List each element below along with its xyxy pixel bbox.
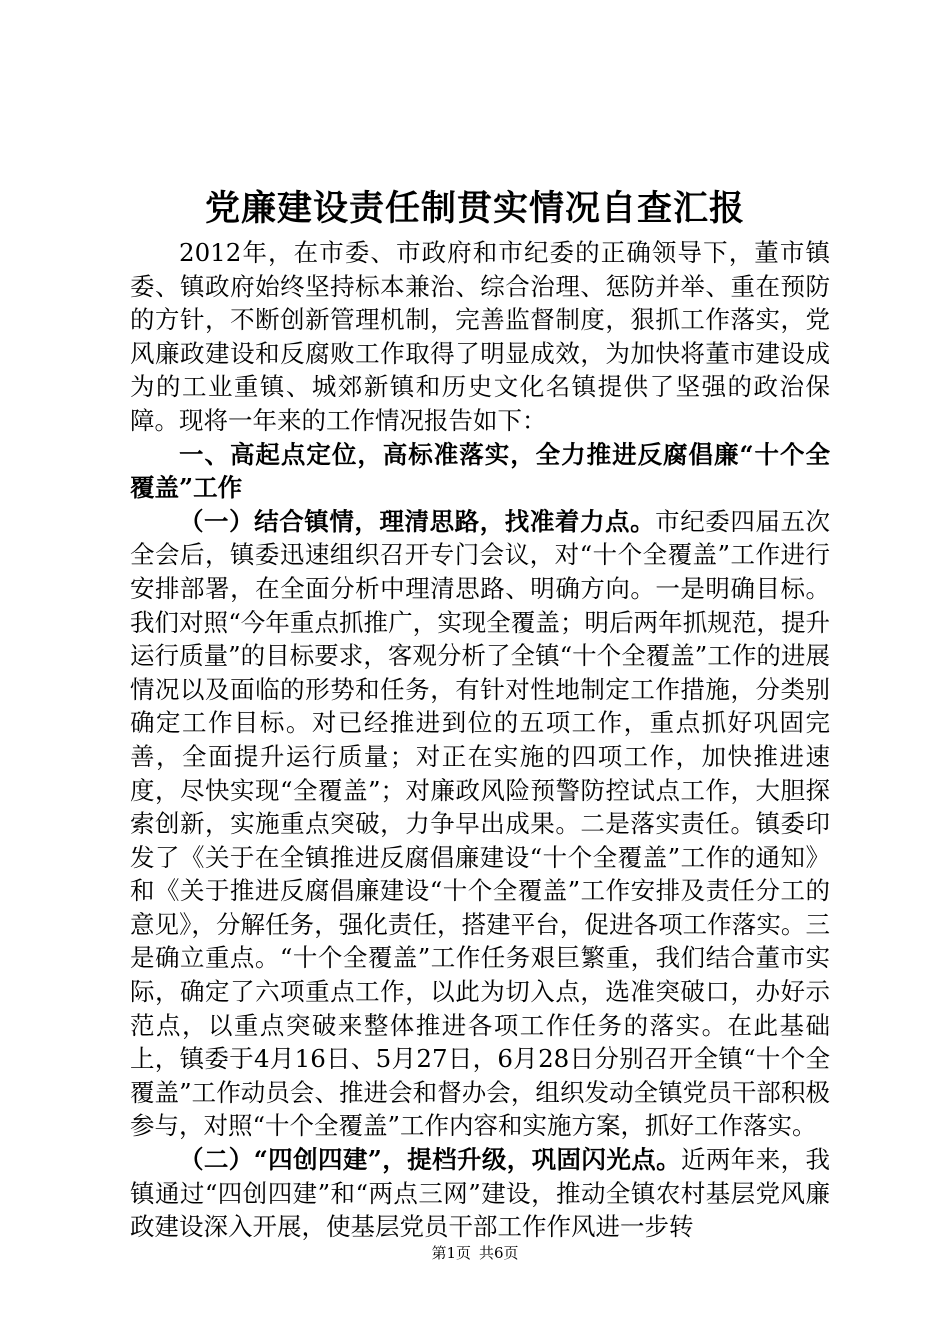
document-body bbox=[130, 236, 830, 1244]
subsection-text-1: 市纪委四届五次全会后，镇委迅速组织召开专门会议，对“十个全覆盖”工作进行安排部署，在全面分析中理清思路、明确方向。一是明确目标。我们对照“今年重点抓推广，实现全覆盖；明后两年抓规范，提升运行质量”的目标要求，客观分析了全镇“十个全覆盖”工作的进展情况以及面临的形势和任务，有针对性地制定工作措施，分类别确定工作目标。对已经推进到位的五项工作，重点抓好巩固完善，全面提升运行质量；对正在实施的四项工作，加快推进速度，尽快实现“全覆盖”；对廉政风险预警防控试点工作，大胆探索创新，实施重点突破，力争早出成果。二是落实责任。镇委印发了《关于在全镇推进反腐倡廉建设“十个全覆盖”工作的通知》和《关于推进反腐倡廉建设“十个全覆盖”工作安排及责任分工的意见》，分解任务，强化责任，搭建平台，促进各项工作落实。三是确立重点。“十个全覆盖”工作任务艰巨繁重，我们结合董市实际，确定了六项重点工作，以此为切入点，选准突破口，办好示范点，以重点突破来整体推进各项工作任务的落实。在此基础上，镇委于4月16日、5月27日，6月28日分别召开全镇“十个全覆盖”工作动员会、推进会和督办会，组织发动全镇党员干部积极参与，对照“十个全覆盖”工作内容和实施方案，抓好工作落实。 bbox=[130, 506, 830, 1141]
document-title: 党廉建设责任制贯实情况自查汇报 bbox=[204, 188, 745, 229]
subsection-lead-2: （二）“四创四建”，提档升级，巩固闪光点。 bbox=[179, 1145, 682, 1175]
page-footer bbox=[0, 1243, 950, 1263]
subsection-paragraph-1 bbox=[130, 505, 830, 1143]
subsection-paragraph-2 bbox=[130, 1143, 830, 1244]
page-total: 共6页 bbox=[479, 1244, 519, 1262]
intro-paragraph: 2012年，在市委、市政府和市纪委的正确领导下，董市镇委、镇政府始终坚持标本兼治、综合治理、惩防并举、重在预防的方针，不断创新管理机制，完善监督制度，狠抓工作落实，党风廉政建设和反腐败工作取得了明显成效，为加快将董市建设成为的工业重镇、城郊新镇和历史文化名镇提供了坚强的政治保障。现将一年来的工作情况报告如下： bbox=[130, 238, 830, 435]
page-number: 第1页 bbox=[431, 1244, 471, 1262]
subsection-lead-1: （一）结合镇情，理清思路，找准着力点。 bbox=[179, 506, 656, 536]
section-heading: 一、高起点定位，高标准落实，全力推进反腐倡廉“十个全覆盖”工作 bbox=[130, 439, 830, 503]
subsection-text-2: 近两年来，我镇通过“四创四建”和“两点三网”建设，推动全镇农村基层党风廉政建设深入开展，使基层党员干部工作作风进一步转 bbox=[130, 1145, 830, 1242]
